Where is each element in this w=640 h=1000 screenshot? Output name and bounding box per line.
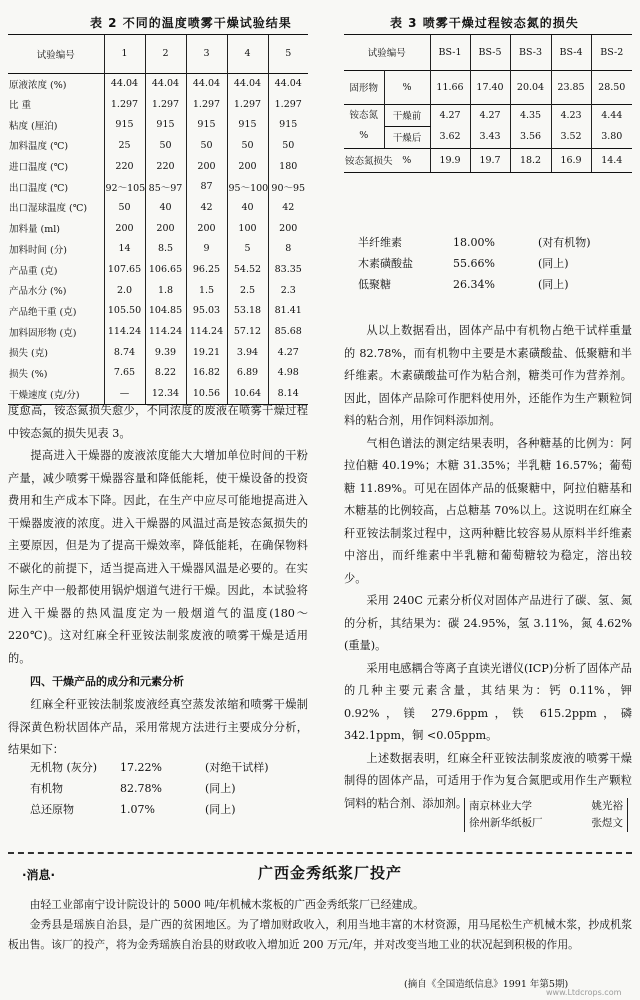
row-label: 加料温度 (℃) xyxy=(8,135,104,156)
table-cell: 180 xyxy=(279,160,298,172)
table-cell: 4.27 xyxy=(470,104,510,126)
table-row xyxy=(8,176,308,197)
table2-header-cell: 2 xyxy=(145,35,186,73)
table-cell: — xyxy=(104,383,145,404)
list-item xyxy=(358,253,628,274)
news-title: 广西金秀纸浆厂投产 xyxy=(258,864,403,882)
row-label: 产品绝干重 (克) xyxy=(8,301,104,322)
table2 xyxy=(8,34,308,405)
table2-header-cell: 3 xyxy=(186,35,227,73)
list-item xyxy=(30,757,300,778)
item-note: (同上) xyxy=(538,278,569,291)
table-cell: 4.27 xyxy=(277,346,299,358)
table-cell: 3.56 xyxy=(510,126,551,148)
item-value: 26.34% xyxy=(453,278,495,291)
table3-header xyxy=(344,35,632,70)
table-row xyxy=(8,73,308,94)
item-note: (对绝干试样) xyxy=(205,761,269,774)
table-cell: 10.56 xyxy=(186,383,227,404)
list-item xyxy=(30,778,300,799)
paragraph: 采用 240C 元素分析仪对固体产品进行了碳、氢、氮的分析，其结果为：碳 24.95%，氢 3.11%，氮 4.62% (重量)。 xyxy=(344,594,632,652)
item-note: (同上) xyxy=(538,257,569,270)
nh-label: 铵态氮 xyxy=(349,110,378,121)
table-cell: 8 xyxy=(285,243,292,255)
table-cell: 915 xyxy=(104,114,145,135)
paragraph: 金秀县是瑶族自治县，是广西的贫困地区。为了增加财政收入，利用当地丰富的木材资源，用马尾松生产机械木浆，抄成机浆板出售。该厂的投产，将为金秀瑶族自治县的财政收入增加近 200 万元/年，并对改变当地工业的状况起到积极的作用。 xyxy=(8,918,632,951)
table-cell: 8.14 xyxy=(277,388,299,400)
table-cell: 3.52 xyxy=(551,126,591,148)
news-tag: ·消息· xyxy=(22,868,56,882)
table3-header-cell: BS-1 xyxy=(430,35,470,70)
table-cell: 54.52 xyxy=(227,259,268,280)
news-source: (摘自《全国造纸信息》1991 年第5期) xyxy=(404,979,569,990)
table-cell: 14.4 xyxy=(601,154,623,166)
table-cell: 220 xyxy=(145,156,186,177)
table2-header-cell: 1 xyxy=(104,35,145,73)
author-name: 张煜文 xyxy=(591,817,623,829)
table-cell: 2.5 xyxy=(227,280,268,301)
table-cell: 1.5 xyxy=(186,280,227,301)
table-cell: 16.82 xyxy=(186,363,227,384)
table-cell: 28.50 xyxy=(598,81,626,93)
table3-row-loss xyxy=(344,148,632,172)
table3-header-cell: BS-3 xyxy=(510,35,551,70)
item-value: 1.07% xyxy=(120,803,155,816)
table-cell: 16.9 xyxy=(551,148,591,172)
table3-header-cell: BS-5 xyxy=(470,35,510,70)
table-cell: 5 xyxy=(227,239,268,260)
item-value: 18.00% xyxy=(453,236,495,249)
row-label: 干燥速度 (克/分) xyxy=(8,383,104,404)
table3 xyxy=(344,34,632,173)
row-label: 进口温度 (℃) xyxy=(8,156,104,177)
table-cell: 19.7 xyxy=(470,148,510,172)
table-cell: 23.85 xyxy=(551,70,591,104)
item-note: (同上) xyxy=(205,782,236,795)
table-cell: 85～97 xyxy=(145,176,186,197)
table-cell: 3.62 xyxy=(430,126,470,148)
table-cell: 8.22 xyxy=(145,363,186,384)
row-label: 产品重 (克) xyxy=(8,259,104,280)
table3-header-cell: 试验编号 xyxy=(344,35,430,70)
nh-unit: % xyxy=(359,130,369,141)
table-cell: 44.04 xyxy=(274,78,302,90)
table-row xyxy=(8,301,308,322)
table-cell: 915 xyxy=(279,119,298,131)
table-cell: 14 xyxy=(104,239,145,260)
table-row xyxy=(8,94,308,115)
table-row xyxy=(8,363,308,384)
table-cell: 12.34 xyxy=(145,383,186,404)
table-row xyxy=(8,197,308,218)
paragraph: 红麻全秆亚铵法制浆废液经真空蒸发浓缩和喷雾干燥制得深黄色粉状固体产品，采用常规方法进行主要成分分析，结果如下： xyxy=(8,698,308,756)
item-note: (对有机物) xyxy=(538,236,591,249)
item-note: (同上) xyxy=(205,803,236,816)
row-label xyxy=(344,104,384,148)
table-cell: 2.3 xyxy=(280,284,296,296)
table-cell: 200 xyxy=(186,156,227,177)
table-cell: 50 xyxy=(104,197,145,218)
row-label: 出口温度 (℃) xyxy=(8,176,104,197)
item-name: 总还原物 xyxy=(30,803,74,816)
table2-header-cell: 试验编号 xyxy=(8,35,104,73)
table-row xyxy=(8,114,308,135)
table-cell: 1.8 xyxy=(145,280,186,301)
table-cell: 11.66 xyxy=(430,70,470,104)
paragraph: 上述数据表明，红麻全秆亚铵法制浆废液的喷雾干燥制得的固体产品，可适用于作为复合氮肥或用作生产颗粒饲料的粘合剂、添加剂。 xyxy=(344,751,632,810)
table-cell: 114.24 xyxy=(186,321,227,342)
table-cell: 2.0 xyxy=(104,280,145,301)
section-heading: 四、干燥产品的成分和元素分析 xyxy=(30,675,184,688)
table-cell: 200 xyxy=(279,222,298,234)
table-cell: 8.74 xyxy=(104,342,145,363)
table-cell: 4.27 xyxy=(430,104,470,126)
table-cell: 85.68 xyxy=(274,326,302,338)
table-cell: 50 xyxy=(145,135,186,156)
table-cell: 42 xyxy=(282,201,295,213)
table-cell: 40 xyxy=(227,197,268,218)
table-row xyxy=(8,342,308,363)
table-cell: 104.85 xyxy=(145,301,186,322)
table-cell: 8.5 xyxy=(145,239,186,260)
table-cell: 1.297 xyxy=(186,94,227,115)
table-cell: 42 xyxy=(186,197,227,218)
left-composition-list xyxy=(30,757,300,820)
table-cell: 87 xyxy=(186,176,227,197)
table-cell: 10.64 xyxy=(227,383,268,404)
item-name: 无机物 (灰分) xyxy=(30,761,98,774)
table2-header xyxy=(8,35,308,73)
table-cell: 90～95 xyxy=(271,182,306,194)
table-cell: 4.23 xyxy=(551,104,591,126)
table-cell: 6.89 xyxy=(227,363,268,384)
row-label: 损失 (克) xyxy=(8,342,104,363)
table-cell: 50 xyxy=(282,139,295,151)
table-cell: 1.297 xyxy=(274,98,302,110)
table-cell: 106.65 xyxy=(145,259,186,280)
table-row xyxy=(8,280,308,301)
news-body xyxy=(8,895,632,955)
table-cell: 44.04 xyxy=(145,73,186,94)
author-org: 徐州新华纸板厂 xyxy=(469,817,543,829)
list-item xyxy=(358,274,628,295)
table-cell: 107.65 xyxy=(104,259,145,280)
table-cell: 3.94 xyxy=(227,342,268,363)
table-cell: 915 xyxy=(145,114,186,135)
table-cell: 100 xyxy=(227,218,268,239)
row-label: 出口湿球温度 (℃) xyxy=(8,197,104,218)
after-label: 干燥后 xyxy=(384,126,430,148)
item-name: 半纤维素 xyxy=(358,236,402,249)
table3-header-cell: BS-2 xyxy=(600,46,624,58)
row-label: 损失 (%) xyxy=(8,363,104,384)
row-label: 比 重 xyxy=(8,94,104,115)
table-row xyxy=(8,239,308,260)
table-row xyxy=(8,259,308,280)
row-label: 产品水分 (%) xyxy=(8,280,104,301)
list-item xyxy=(358,232,628,253)
table-cell: 19.21 xyxy=(186,342,227,363)
table-cell: 95～100 xyxy=(227,176,268,197)
unit-label: % xyxy=(384,70,430,104)
row-label: 加料量 (ml) xyxy=(8,218,104,239)
table-cell: 95.03 xyxy=(186,301,227,322)
list-item xyxy=(30,799,300,820)
row-label: 加料固形物 (克) xyxy=(8,321,104,342)
row-label: 铵态氮损失 xyxy=(345,156,393,168)
table-cell: 25 xyxy=(104,135,145,156)
author-signature xyxy=(464,798,628,832)
item-value: 82.78% xyxy=(120,782,162,795)
table3-row-after xyxy=(344,126,632,148)
table-cell: 7.65 xyxy=(104,363,145,384)
table-cell: 44.04 xyxy=(227,73,268,94)
left-column-text xyxy=(8,400,308,762)
table-cell: 18.2 xyxy=(510,148,551,172)
paragraph: 从以上数据看出，固体产品中有机物占绝干试样重量的 82.78%，而有机物中主要是木素磺酸盐、低聚糖和半纤维素。木素磺酸盐可作为粘合剂，糖类可作为营养剂。因此，固体产品除可作肥料使用外，还能作为生产颗粒饲料的粘合剂，用作饲料添加剂。 xyxy=(344,324,632,427)
watermark: www.Ltdcrops.com xyxy=(546,988,622,997)
paragraph: 采用电感耦合等离子直读光谱仪(ICP)分析了固体产品的几种主要元素含量，其结果为：钙 0.11%，钾 0.92%，镁 279.6ppm，铁 615.2ppm，磷 342.1ppm，铜 <0.05ppm。 xyxy=(344,661,632,742)
right-composition-list xyxy=(358,232,628,295)
table-cell: 915 xyxy=(227,114,268,135)
author-name: 姚光裕 xyxy=(591,800,623,812)
table-row xyxy=(8,218,308,239)
row-label: 固形物 xyxy=(344,70,384,104)
table2-header-cell: 5 xyxy=(285,48,292,60)
table-cell: 200 xyxy=(186,218,227,239)
paragraph: 度愈高，铵态氮损失愈少，不同浓度的废液在喷雾干燥过程中铵态氮的损失见表 3。 xyxy=(8,404,308,440)
table-cell: 1.297 xyxy=(227,94,268,115)
paragraph: 提高进入干燥器的废液浓度能大大增加单位时间的干粉产量，减少喷雾干燥器容量和降低能耗，使干燥设备的投资费用和生产成本下降。因此，在生产中应尽可能地提高进入干燥器废液的浓度。进入干燥器的风温过高是铵态氮损失的主要原因，但是为了提高干燥效率，降低能耗，在确保物料不碳化的前提下，适当提高进入干燥器风温是必要的。在实际生产中一般都使用锅炉烟道气进行干燥。因此，本试验将进入干燥器的热风温度定为一般烟道气的温度(180～220℃)。这对红麻全秆亚铵法制浆废液的喷雾干燥是适用的。 xyxy=(8,449,308,665)
table-cell: 200 xyxy=(104,218,145,239)
table-row xyxy=(8,135,308,156)
before-label: 干燥前 xyxy=(384,104,430,126)
table-cell: 50 xyxy=(227,135,268,156)
table-cell: 200 xyxy=(227,156,268,177)
table2-caption: 表 2 不同的温度喷雾干燥试验结果 xyxy=(90,16,292,30)
table-cell: 20.04 xyxy=(510,70,551,104)
table-cell: 200 xyxy=(145,218,186,239)
table-cell: 220 xyxy=(104,156,145,177)
table2-header-cell: 4 xyxy=(227,35,268,73)
table3-caption: 表 3 喷雾干燥过程铵态氮的损失 xyxy=(390,16,579,30)
paragraph: 气相色谱法的测定结果表明，各种糖基的比例为：阿拉伯糖 40.19%；木糖 31.35%；半乳糖 16.57%；葡萄糖 11.89%。可见在固体产品的低聚糖中，阿拉伯糖基和木糖基的比例较高，占总糖基 70%以上。这说明在红麻全秆亚铵法制浆过程中，这两种糖比较容易从原料半纤维素中溶出，而纤维素中半乳糖和葡萄糖较为稳定，溶出较少。 xyxy=(344,436,632,585)
table-cell: 9 xyxy=(186,239,227,260)
table-cell: 53.18 xyxy=(227,301,268,322)
paragraph: 由轻工业部南宁设计院设计的 5000 吨/年机械木浆板的广西金秀纸浆厂已经建成。 xyxy=(29,898,424,911)
row-label: 粘度 (厘泊) xyxy=(8,114,104,135)
table-cell: 1.297 xyxy=(104,94,145,115)
table-cell: 40 xyxy=(145,197,186,218)
table-row xyxy=(8,156,308,177)
item-name: 木素磺酸盐 xyxy=(358,257,413,270)
table-cell: 105.50 xyxy=(104,301,145,322)
item-name: 低聚糖 xyxy=(358,278,391,291)
table-cell: 50 xyxy=(186,135,227,156)
table-cell: 3.80 xyxy=(601,131,623,143)
unit-label: % xyxy=(384,148,430,172)
author-org: 南京林业大学 xyxy=(469,800,532,812)
table-cell: 19.9 xyxy=(430,148,470,172)
table-cell: 17.40 xyxy=(470,70,510,104)
item-name: 有机物 xyxy=(30,782,63,795)
table-cell: 915 xyxy=(186,114,227,135)
table-cell: 4.44 xyxy=(601,109,623,121)
table-cell: 92～105 xyxy=(104,176,145,197)
table3-row-before xyxy=(344,104,632,126)
table-row xyxy=(8,321,308,342)
table-cell: 114.24 xyxy=(145,321,186,342)
table-cell: 1.297 xyxy=(145,94,186,115)
table3-row-solids xyxy=(344,70,632,104)
table-cell: 4.98 xyxy=(277,367,299,379)
table-cell: 44.04 xyxy=(104,73,145,94)
table-cell: 57.12 xyxy=(227,321,268,342)
right-column-text xyxy=(344,320,632,815)
table-cell: 4.35 xyxy=(510,104,551,126)
table-cell: 83.35 xyxy=(274,264,302,276)
table3-header-cell: BS-4 xyxy=(551,35,591,70)
table-cell: 9.39 xyxy=(145,342,186,363)
table-cell: 96.25 xyxy=(186,259,227,280)
table-cell: 3.43 xyxy=(470,126,510,148)
table-cell: 81.41 xyxy=(274,305,302,317)
item-value: 17.22% xyxy=(120,761,162,774)
news-divider xyxy=(8,852,632,854)
row-label: 原液浓度 (%) xyxy=(8,73,104,94)
row-label: 加料时间 (分) xyxy=(8,239,104,260)
table-cell: 114.24 xyxy=(104,321,145,342)
table-cell: 44.04 xyxy=(186,73,227,94)
item-value: 55.66% xyxy=(453,257,495,270)
